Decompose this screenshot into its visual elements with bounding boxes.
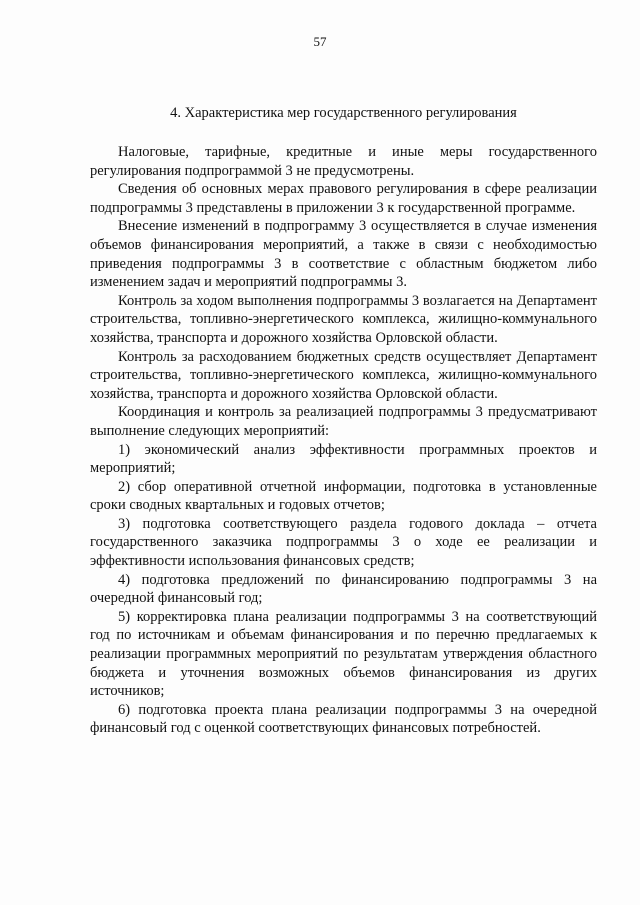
section-heading: 4. Характеристика мер государственного регулирования bbox=[170, 105, 517, 121]
list-item: 3) подготовка соответствующего раздела годового доклада – отчета государственного заказчика подпрограммы 3 о ходе ее реализации и эффективности использования финансовых средств; bbox=[90, 515, 597, 570]
list-item: 5) корректировка плана реализации подпрограммы 3 на соответствующий год по источникам и объемам финансирования и по перечню предлагаемых к реализации программных мероприятий по результатам утверждения областного бюджета и уточнения возможных объемов финансирования из других источников; bbox=[90, 608, 597, 700]
paragraph: Налоговые, тарифные, кредитные и иные меры государственного регулирования подпрограммой 3 не предусмотрены. bbox=[90, 144, 597, 179]
list-item: 2) сбор оперативной отчетной информации, подготовка в установленные сроки сводных квартальных и годовых отчетов; bbox=[90, 478, 597, 514]
paragraph: Контроль за ходом выполнения подпрограммы 3 возлагается на Департамент строительства, топливно-энергетического комплекса, жилищно-коммунального хозяйства, транспорта и дорожного хозяйства Орловской области. bbox=[90, 292, 597, 346]
list-item: 1) экономический анализ эффективности программных проектов и мероприятий; bbox=[90, 441, 597, 477]
list-item: 6) подготовка проекта плана реализации подпрограммы 3 на очередной финансовый год с оценкой соответствующих финансовых потребностей. bbox=[90, 701, 597, 737]
paragraph: Внесение изменений в подпрограмму 3 осуществляется в случае изменения объемов финансирования мероприятий, а также в связи с необходимостью приведения подпрограммы 3 в соответствие с областным бюджетом либо изменением задач и мероприятий подпрограммы 3. bbox=[90, 218, 597, 291]
body-text bbox=[90, 143, 597, 738]
list-item: 4) подготовка предложений по финансированию подпрограммы 3 на очередной финансовый год; bbox=[90, 571, 597, 607]
paragraph: Сведения об основных мерах правового регулирования в сфере реализации подпрограммы 3 представлены в приложении 3 к государственной программе. bbox=[90, 181, 597, 216]
paragraph: Контроль за расходованием бюджетных средств осуществляет Департамент строительства, топливно-энергетического комплекса, жилищно-коммунального хозяйства, транспорта и дорожного хозяйства Орловской области. bbox=[90, 348, 597, 402]
page-number: 57 bbox=[313, 34, 327, 49]
paragraph: Координация и контроль за реализацией подпрограммы 3 предусматривают выполнение следующих мероприятий: bbox=[90, 404, 597, 439]
